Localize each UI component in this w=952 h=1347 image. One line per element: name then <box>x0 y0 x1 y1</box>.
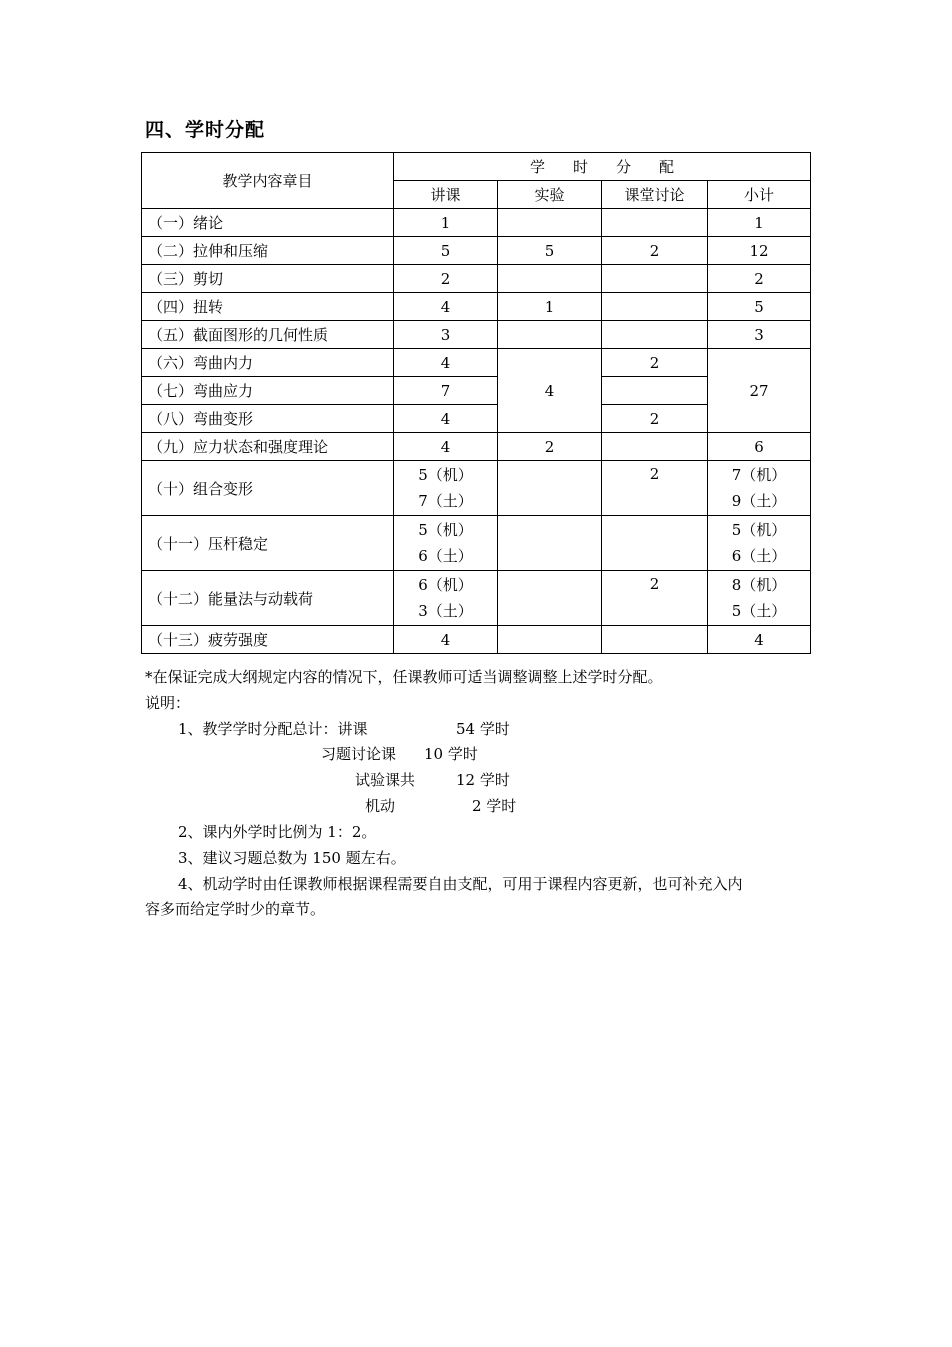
lab-cell-merged: 4 <box>498 349 602 433</box>
row-label: （九）应力状态和强度理论 <box>142 433 394 461</box>
subtotal-cell: 5 <box>708 293 811 321</box>
lab-cell <box>498 626 602 654</box>
row-label: （二）拉伸和压缩 <box>142 237 394 265</box>
lab-cell: 1 <box>498 293 602 321</box>
lecture-value-civil: 6（土） <box>418 547 473 565</box>
lecture-cell: 1 <box>394 209 498 237</box>
notes-title: 说明： <box>145 694 191 712</box>
lecture-cell: 4 <box>394 349 498 377</box>
notes-sub-value: 2 学时 <box>472 797 517 815</box>
subtotal-cell: 1 <box>708 209 811 237</box>
subtotal-value-civil: 5（土） <box>731 602 787 620</box>
discussion-cell <box>602 433 708 461</box>
row-label: （十三）疲劳强度 <box>142 626 394 654</box>
notes-sub-label: 试验课共 <box>355 771 416 789</box>
lab-cell: 5 <box>498 237 602 265</box>
table-row <box>142 209 811 237</box>
subtotal-value-mech: 7（机） <box>731 466 787 484</box>
row-label: （七）弯曲应力 <box>142 377 394 405</box>
discussion-cell <box>602 321 708 349</box>
discussion-cell <box>602 516 708 571</box>
discussion-cell <box>602 377 708 405</box>
lecture-value-civil: 3（土） <box>418 602 473 620</box>
lecture-cell <box>394 516 498 571</box>
hours-allocation-table <box>141 152 811 654</box>
header-discussion: 课堂讨论 <box>602 181 708 209</box>
header-char: 分 <box>616 158 632 176</box>
subtotal-value-civil: 6（土） <box>731 547 787 565</box>
discussion-cell: 2 <box>602 237 708 265</box>
table-row <box>142 265 811 293</box>
lab-cell <box>498 321 602 349</box>
row-label: （十）组合变形 <box>142 461 394 516</box>
lab-cell <box>498 571 602 626</box>
lab-cell <box>498 265 602 293</box>
row-label: （十二）能量法与动载荷 <box>142 571 394 626</box>
subtotal-cell <box>708 571 811 626</box>
notes-item-4-line-2: 容多而给定学时少的章节。 <box>145 900 326 918</box>
lecture-value-mech: 6（机） <box>418 576 473 594</box>
subtotal-cell <box>708 461 811 516</box>
subtotal-cell <box>708 516 811 571</box>
subtotal-value-mech: 5（机） <box>731 521 787 539</box>
table-row <box>142 516 811 571</box>
lecture-cell: 4 <box>394 626 498 654</box>
discussion-cell <box>602 209 708 237</box>
table-row <box>142 626 811 654</box>
lecture-cell: 4 <box>394 405 498 433</box>
subtotal-value-mech: 8（机） <box>731 576 787 594</box>
discussion-cell <box>602 461 708 516</box>
discussion-value: 2 <box>649 465 660 483</box>
discussion-cell: 2 <box>602 405 708 433</box>
notes-sub-label: 习题讨论课 <box>321 745 397 763</box>
notes-sub-label: 机动 <box>365 797 396 815</box>
discussion-cell: 2 <box>602 349 708 377</box>
subtotal-cell: 2 <box>708 265 811 293</box>
table-row <box>142 433 811 461</box>
lecture-value-mech: 5（机） <box>418 466 473 484</box>
subtotal-cell: 4 <box>708 626 811 654</box>
header-subtotal: 小计 <box>708 181 811 209</box>
lab-cell <box>498 516 602 571</box>
section-heading: 四、学时分配 <box>145 119 266 141</box>
subtotal-value-civil: 9（土） <box>731 492 787 510</box>
header-char: 学 <box>529 158 545 176</box>
row-label: （十一）压杆稳定 <box>142 516 394 571</box>
lecture-value-mech: 5（机） <box>418 521 473 539</box>
subtotal-cell: 3 <box>708 321 811 349</box>
header-content-chapter: 教学内容章目 <box>142 153 394 209</box>
row-label: （五）截面图形的几何性质 <box>142 321 394 349</box>
row-label: （八）弯曲变形 <box>142 405 394 433</box>
lecture-cell: 5 <box>394 237 498 265</box>
row-label: （三）剪切 <box>142 265 394 293</box>
table-row <box>142 293 811 321</box>
table-row <box>142 349 811 377</box>
subtotal-cell: 6 <box>708 433 811 461</box>
discussion-cell <box>602 265 708 293</box>
table-row <box>142 237 811 265</box>
subtotal-cell: 12 <box>708 237 811 265</box>
notes-item-3: 3、建议习题总数为 150 题左右。 <box>178 849 406 867</box>
header-char: 配 <box>659 158 675 176</box>
discussion-cell <box>602 293 708 321</box>
row-label: （六）弯曲内力 <box>142 349 394 377</box>
lab-cell: 2 <box>498 433 602 461</box>
header-char: 时 <box>572 158 588 176</box>
notes-item-1-value: 54 学时 <box>456 720 510 738</box>
header-lecture: 讲课 <box>394 181 498 209</box>
lecture-cell: 3 <box>394 321 498 349</box>
lecture-cell: 4 <box>394 433 498 461</box>
notes-sub-value: 10 学时 <box>424 745 478 763</box>
discussion-cell <box>602 571 708 626</box>
row-label: （四）扭转 <box>142 293 394 321</box>
discussion-value: 2 <box>649 575 660 593</box>
notes-item-1: 1、教学学时分配总计：讲课 <box>178 720 368 738</box>
row-label: （一）绪论 <box>142 209 394 237</box>
lecture-cell: 2 <box>394 265 498 293</box>
lab-cell <box>498 461 602 516</box>
lecture-cell <box>394 571 498 626</box>
table-row <box>142 461 811 516</box>
header-lab: 实验 <box>498 181 602 209</box>
lab-cell <box>498 209 602 237</box>
table-row <box>142 321 811 349</box>
discussion-cell <box>602 626 708 654</box>
lecture-cell <box>394 461 498 516</box>
notes-sub-value: 12 学时 <box>456 771 510 789</box>
subtotal-cell-merged: 27 <box>708 349 811 433</box>
notes-item-4-line-1: 4、机动学时由任课教师根据课程需要自由支配，可用于课程内容更新，也可补充入内 <box>178 875 743 893</box>
header-hours-allocation <box>394 153 811 181</box>
table-row <box>142 571 811 626</box>
notes-item-2: 2、课内外学时比例为 1：2。 <box>178 823 377 841</box>
lecture-cell: 7 <box>394 377 498 405</box>
footnote: *在保证完成大纲规定内容的情况下，任课教师可适当调整调整上述学时分配。 <box>145 668 663 686</box>
lecture-cell: 4 <box>394 293 498 321</box>
header-row-1 <box>142 153 811 181</box>
lecture-value-civil: 7（土） <box>418 492 473 510</box>
